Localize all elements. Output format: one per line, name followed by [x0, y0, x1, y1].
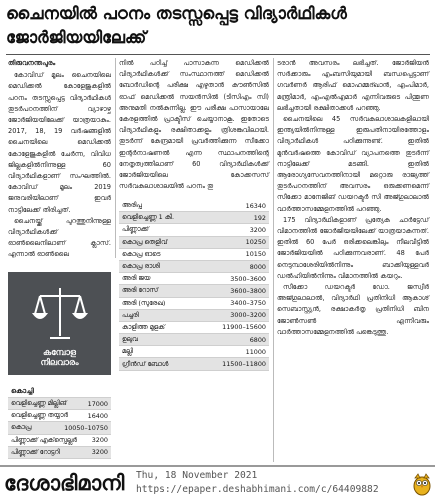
- caption-line-2: നിലവാരം: [40, 358, 79, 368]
- headline-rule: [6, 54, 430, 55]
- commodity-price: 192: [253, 213, 266, 222]
- footer-bar: [0, 465, 435, 502]
- column-1-paragraph: കോവിഡ് മൂലം ചൈനയിലെ മെഡിക്കൽ കോളേജുകളിൽ പഠനം തടസ്സപ്പെട്ട വിദ്യാർഥികൾ തുടർപഠനത്തിന് വ്യാഴാഴ്ച ജോർജിയയിലേക്ക് യാത്രയാകും. 2017, 18, 19 വർഷങ്ങളിൽ ചൈനയിലെ മെഡിക്കൽ കോളേജുകളിൽ ചേർന്ന, വിവിധ ജില്ലകളിൽനിന്നുള്ള 60 വിദ്യാർഥികളാണ് സംഘത്തിൽ. കോവിഡ് മൂലം 2019 ജനുവരിയിലാണ് ഇവർ നാട്ടിലേക്ക് തിരിച്ചത്.: [8, 71, 111, 214]
- price-row: [119, 298, 269, 310]
- commodity-price: 3200: [91, 436, 108, 445]
- owl-icon: [412, 472, 432, 496]
- market-price-box: [8, 272, 111, 375]
- article-column-3: [277, 58, 429, 460]
- price-row: [119, 273, 269, 285]
- commodity-name: അരി റോസ്: [122, 286, 159, 295]
- price-row: [119, 334, 269, 346]
- epaper-url[interactable]: https://epaper.deshabhimani.com/c/64409882: [136, 484, 379, 495]
- edition-date: Thu, 18 November 2021: [136, 470, 258, 481]
- article-column-2: [119, 58, 269, 189]
- article-column-1: [8, 58, 111, 264]
- headline-line-2: ജോർജിയയിലേക്ക്: [6, 28, 147, 47]
- byline: തിരുവനന്തപുരം: [8, 59, 56, 67]
- price-row: [119, 224, 269, 236]
- brand-logo: ദേശാഭിമാനി: [4, 471, 125, 495]
- column-3-paragraph: സീക്കോ ഡയറക്ടർ ഡോ. ജസ്വീർ അജ്ഗുലാലാൽ, വിദ്യാർഥി പ്രതിനിധി ആകാശ് സെബാസ്റ്റ്യൻ, രക്ഷാകർതൃ പ്രതിനിധി ബിന ജോൺസൺ എന്നിവരും വാർത്താസമ്മേളനത്തിൽ പങ്കെടുത്തു.: [277, 283, 429, 336]
- commodity-name: പിണ്ണാക്ക്: [122, 225, 149, 234]
- commodity-price: 3200: [249, 225, 266, 234]
- commodity-price: 10050–10750: [64, 423, 108, 432]
- commodity-price: 11900–15600: [222, 323, 266, 332]
- commodity-name: അരിപ്പ: [122, 201, 142, 210]
- column-1-paragraph: ചൈനയ്ക്ക് പുറത്തുനിന്നുള്ള വിദ്യാർഥികൾക്ക് ഓൺലൈനിലാണ് ക്ലാസ്. എന്നാൽ ഓൺലൈ: [8, 216, 111, 259]
- commodity-price: 3600–3800: [230, 286, 266, 295]
- price-row: [119, 261, 269, 273]
- market-price-table: [119, 200, 269, 371]
- price-row: [8, 410, 111, 422]
- commodity-name: പിണ്ണാക്ക് റോട്ടറി: [11, 447, 60, 456]
- caption-line-1: കമ്പോള: [43, 348, 76, 358]
- column-3-paragraph: 175 വിദ്യാർഥികളാണ് പ്രത്യേക ചാർട്ടേഡ് വിമാനത്തിൽ ജോർജിയയിലേക്ക് യാത്രയാകുന്നത്. ഇതിൽ 60 പേർ ഒരിക്കലെങ്കിലും നീലവീട്ടിൽ ജോർജിയയിൽ പഠിക്കുന്നവരാണ്. 48 പേർ നെടുമ്പാശേരിയിൽനിന്നും ബാക്കിയുള്ളവർ ഡൽഹിയിൽനിന്നും വിമാനത്തിൽ കയറും.: [277, 215, 429, 280]
- column-3-paragraph: ടരാൻ അവസരം ലഭിച്ചത്. ജോർജിയൻ സർക്കാരും എംബസിയുമായി ബന്ധപ്പെട്ടാണ് ഗവർണർ ആരിഫ് മൊഹമ്മദ്ഖാൻ, എംപിമാർ, മന്ത്രിമാർ, എംഎൽഎമാർ എന്നിവരുടെ പിന്തുണ ലഭിച്ചതായി രക്ഷിതാക്കൾ പറഞ്ഞു.: [277, 59, 429, 112]
- price-row: [119, 358, 269, 370]
- headline: [6, 2, 430, 50]
- footer-meta: [136, 469, 379, 497]
- commodity-name: കാളിത്ത മുളക്: [122, 322, 165, 331]
- kochi-table-title: കൊച്ചി: [8, 385, 111, 398]
- price-row: [119, 212, 269, 224]
- commodity-name: പിണ്ണാക്ക് എക്‌സ്പെല്ലർ: [11, 435, 77, 444]
- commodity-name: അരി (സുരേഖ): [122, 298, 166, 307]
- commodity-price: 17000: [87, 399, 108, 408]
- market-box-caption: [8, 348, 111, 368]
- commodity-name: മല്ലി: [122, 347, 133, 356]
- commodity-price: 3400–3750: [230, 299, 266, 308]
- price-row: [119, 249, 269, 261]
- commodity-price: 3000–3200: [230, 311, 266, 320]
- commodity-name: ഉലുവ: [122, 335, 138, 344]
- commodity-name: വെളിച്ചെണ്ണ മില്ലിങ്: [11, 399, 67, 408]
- commodity-name: കൊപ്ര ഓടെ: [122, 249, 161, 258]
- price-row: [8, 422, 111, 434]
- column-divider: [115, 58, 116, 258]
- price-row: [119, 346, 269, 358]
- price-row: [8, 398, 111, 410]
- commodity-price: 10250: [245, 238, 266, 247]
- price-row: [119, 200, 269, 212]
- column-2-paragraph: നിൽ പഠിച്ച് പാസാകുന്ന മെഡിക്കൽ വിദ്യാർഥികൾക്ക് സംസ്ഥാനത്ത് മെഡിക്കൽ ബോർഡിന്റെ പരീക്ഷ എഴുതാൻ കൗൺസിൽ ഓഫ് മെഡിക്കൽ സയൻസിൽ (ടിസിഎം സി) അനുമതി നൽകുന്നില്ല. ഈ പരീക്ഷ പാസായാലേ കേരളത്തിൽ പ്രാക്ടീസ് ചെയ്യാനാകൂ. ഇതോടെ വിദ്യാർഥികളും രക്ഷിതാക്കളും ത്രിശങ്കുവിലായി. തുടർന്ന് കേന്ദ്രമായി പ്രവർത്തിക്കുന്ന സീക്കോ ഇന്റർനാഷണൽ എന്ന സ്ഥാപനത്തിന്റെ നേതൃത്വത്തിലാണ് 60 വിദ്യാർഥികൾക്ക് ജോർജിയയിലെ കോക്കസസ് സർവകലാശാലയിൽ പഠനം തു: [119, 59, 269, 191]
- kochi-price-table: [8, 385, 111, 459]
- price-row: [119, 285, 269, 297]
- commodity-price: 3200: [91, 448, 108, 457]
- scales-icon: [34, 284, 86, 344]
- commodity-price: 16400: [87, 411, 108, 420]
- commodity-name: കൊപ്ര രാശി: [122, 262, 160, 271]
- price-row: [8, 435, 111, 447]
- commodity-name: അരി ജയ: [122, 274, 151, 283]
- price-row: [119, 310, 269, 322]
- commodity-name: വെളിച്ചെണ്ണ തയ്യാർ: [11, 411, 68, 420]
- price-row: [119, 322, 269, 334]
- commodity-name: കൊപ്ര തെളിവ്: [122, 237, 168, 246]
- commodity-price: 16340: [245, 201, 266, 210]
- commodity-name: വെളിച്ചെണ്ണ 1 കി.: [122, 213, 175, 222]
- column-divider: [273, 58, 274, 462]
- commodity-name: ഗ്രീൻഡ് ബോൾ: [122, 359, 169, 368]
- commodity-name: പച്ചരി: [122, 310, 139, 319]
- commodity-price: 6800: [249, 335, 266, 344]
- commodity-name: കൊപ്ര: [11, 423, 32, 432]
- commodity-price: 11000: [245, 347, 266, 356]
- commodity-price: 10150: [245, 250, 266, 259]
- headline-line-1: ചൈനയിൽ പഠനം തടസ്സപ്പെട്ട വിദ്യാർഥികൾ: [6, 4, 347, 23]
- commodity-price: 8000: [249, 262, 266, 271]
- commodity-price: 3500–3600: [230, 274, 266, 283]
- column-3-paragraph: ചൈനയിലെ 45 സർവകലാശാലകളിലായി ഇന്ത്യയിൽനിന്നുള്ള ഇരുപതിനായിരത്തോളം വിദ്യാർഥികൾ പഠിക്കുന്നുണ്ട്. ഇതിൽ മുൻവർഷത്തെ കോവിഡ് വ്യാപനത്തെ തുടർന്ന് നാട്ടിലേക്ക് മടങ്ങി. ഇതിൽ ആരോഗ്യസേവനത്തിനായി മറ്റൊരു രാജ്യത്ത് തുടർപഠനത്തിന് അവസരം ഒരുക്കണമെന്ന് സീക്കോ മാനേജിങ് ഡയറക്ടർ സി അജ്ഗുലാലാൽ വാർത്താസമ്മേളനത്തിൽ പറഞ്ഞു.: [277, 115, 429, 213]
- commodity-price: 11500–11800: [222, 360, 266, 369]
- price-row: [119, 237, 269, 249]
- price-row: [8, 447, 111, 459]
